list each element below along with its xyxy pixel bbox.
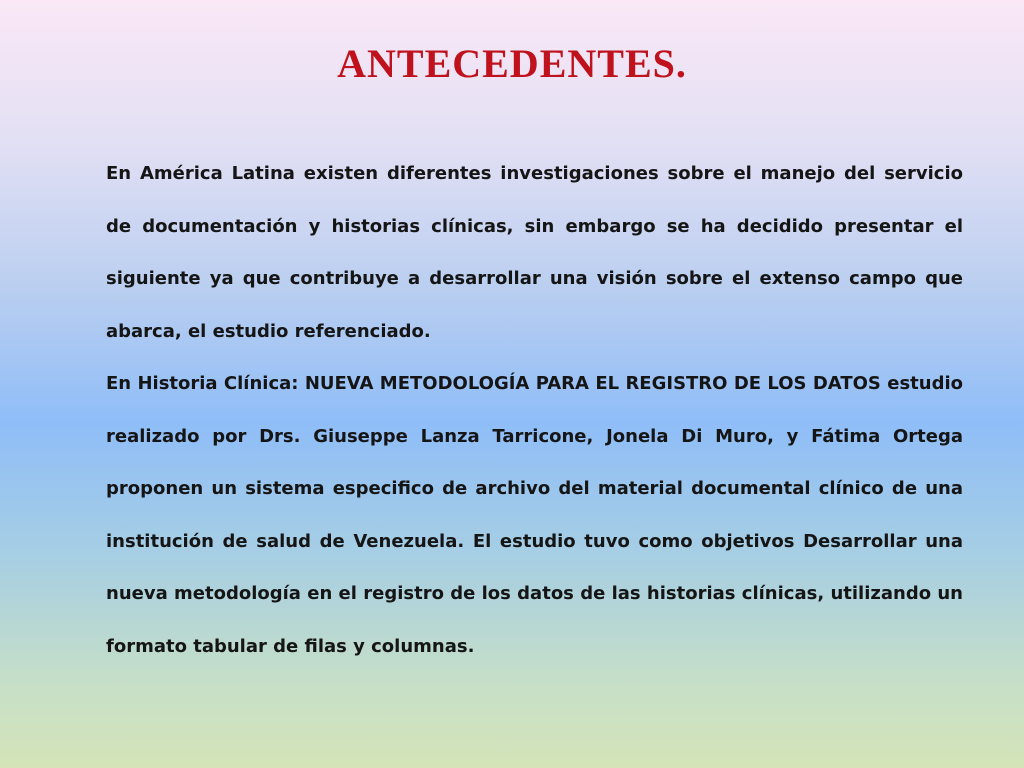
slide-title: ANTECEDENTES.	[337, 41, 687, 86]
slide-body	[106, 148, 963, 673]
paragraph-2: En Historia Clínica: NUEVA METODOLOGÍA PARA EL REGISTRO DE LOS DATOS estudio realizado por Drs. Giuseppe Lanza Tarricone, Jonela Di Muro, y Fátima Ortega proponen un sistema especifico de archivo del material documental clínico de una institución de salud de Venezuela. El estudio tuvo como objetivos Desarrollar una nueva metodología en el registro de los datos de las historias clínicas, utilizando un formato tabular de filas y columnas.	[106, 373, 963, 657]
paragraph-1: En América Latina existen diferentes investigaciones sobre el manejo del servicio de documentación y historias clínicas, sin embargo se ha decidido presentar el siguiente ya que contribuye a desarrollar una visión sobre el extenso campo que abarca, el estudio referenciado.	[106, 163, 963, 342]
